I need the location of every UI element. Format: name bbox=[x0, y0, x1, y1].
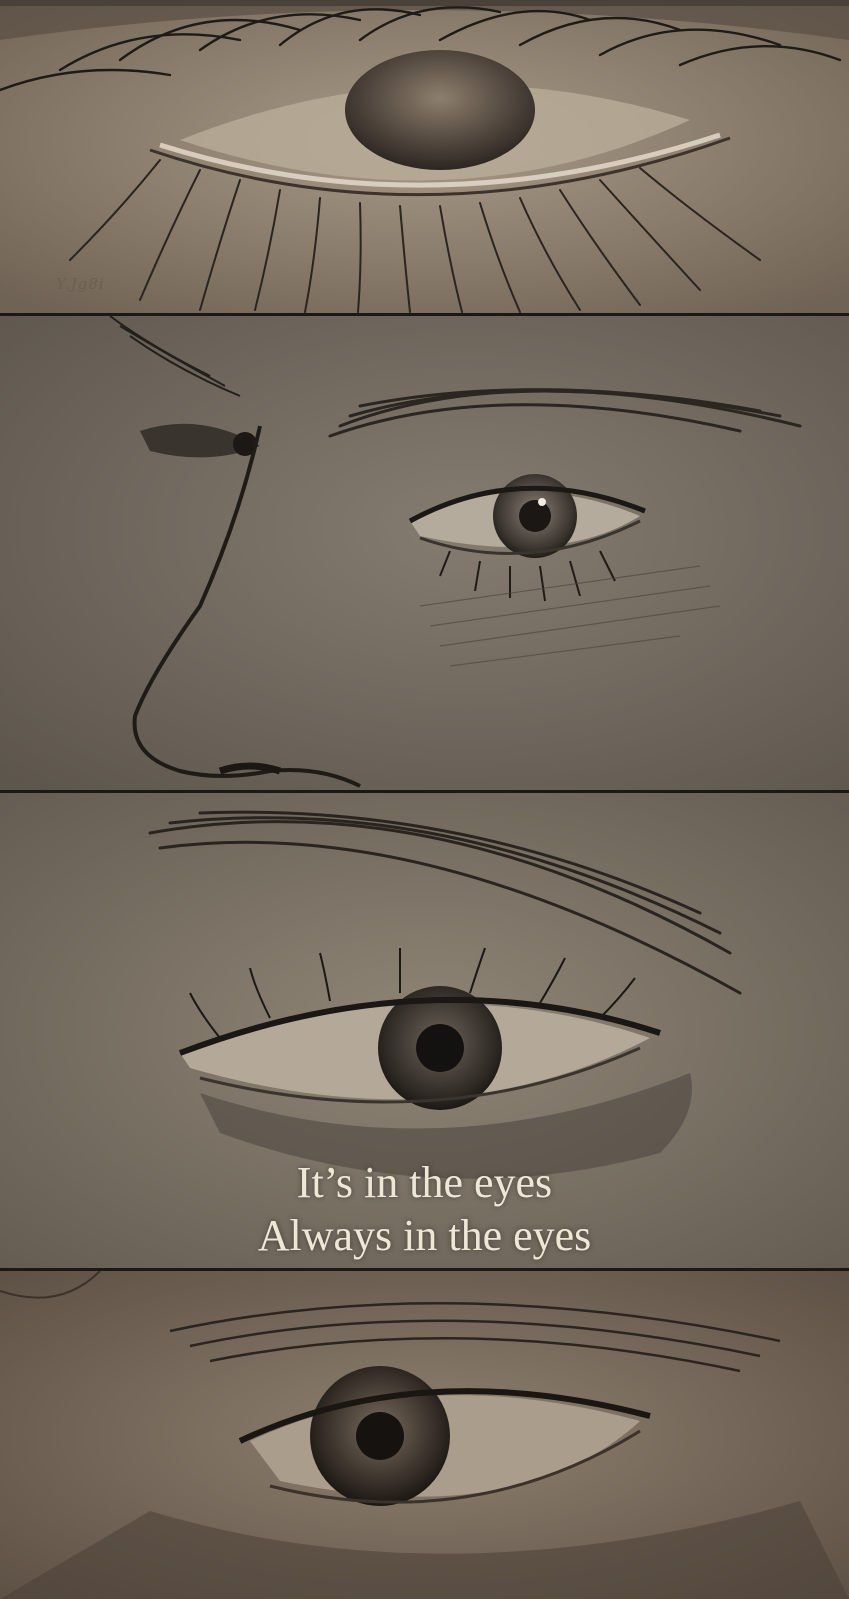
caption-line-2: Always in the eyes bbox=[257, 1211, 592, 1260]
eye-panel-bottom bbox=[0, 1271, 849, 1599]
profile-eye-drawing bbox=[0, 316, 849, 790]
eye-panel-caption bbox=[0, 793, 849, 1268]
artist-signature: Y.Jg8i bbox=[56, 275, 105, 293]
closeup-eye-drawing bbox=[0, 0, 849, 313]
caption-text bbox=[0, 1156, 849, 1262]
eye-panel-closeup bbox=[0, 0, 849, 313]
eye-panel-profile bbox=[0, 316, 849, 790]
bottom-eye-drawing bbox=[0, 1271, 849, 1599]
caption-line-1: It’s in the eyes bbox=[296, 1158, 553, 1207]
